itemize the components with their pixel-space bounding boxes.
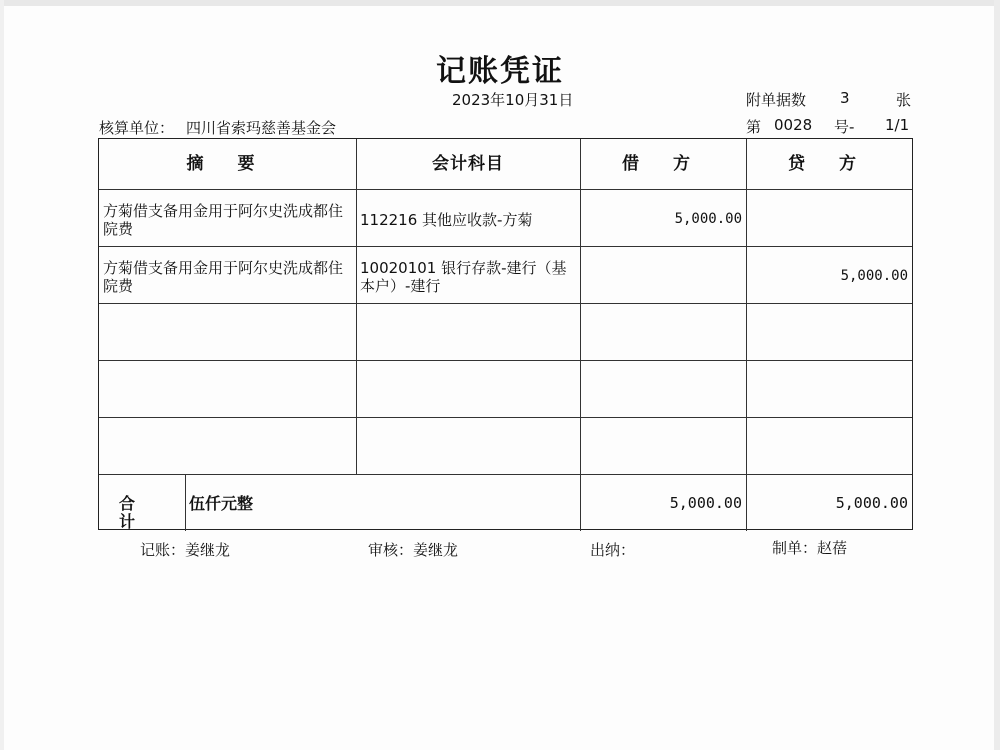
bookkeeper-signature xyxy=(140,539,230,560)
row-divider xyxy=(99,246,912,247)
row2-summary: 方菊借支备用金用于阿尔史洗成都住院费 xyxy=(103,259,344,295)
header-debit: 借 方 xyxy=(622,154,704,174)
preparer-signature xyxy=(772,537,847,558)
accounting-unit-name: 四川省索玛慈善基金会 xyxy=(186,119,337,137)
header-account: 会计科目 xyxy=(432,154,504,174)
row1-debit: 5,000.00 xyxy=(674,211,742,227)
scan-edge-top xyxy=(0,0,1000,6)
voucher-number-suffix: 号- xyxy=(834,118,855,136)
scan-edge-left xyxy=(0,0,4,750)
scan-edge-right xyxy=(994,0,1000,750)
row2-account: 10020101 银行存款-建行（基本户）-建行 xyxy=(360,259,567,295)
cashier-signature xyxy=(590,539,635,560)
preparer-label: 制单： xyxy=(772,539,818,557)
header-summary: 摘 要 xyxy=(186,154,269,174)
header-credit: 贷 方 xyxy=(788,154,870,174)
reviewer-name: 姜继龙 xyxy=(413,541,459,559)
row1-account: 112216 其他应收款-方菊 xyxy=(360,211,533,229)
voucher-date: 2023年10月31日 xyxy=(452,91,574,109)
voucher-title: 记账凭证 xyxy=(436,54,564,89)
row-divider xyxy=(99,417,912,418)
row2-credit: 5,000.00 xyxy=(840,268,908,284)
bookkeeper-name: 姜继龙 xyxy=(185,541,231,559)
row-divider xyxy=(99,474,912,475)
column-divider xyxy=(746,139,747,531)
total-label: 合 计 xyxy=(119,494,154,531)
column-divider xyxy=(356,139,357,474)
reviewer-label: 审核： xyxy=(368,541,414,559)
attachments-unit: 张 xyxy=(896,91,912,109)
attachments-count: 3 xyxy=(840,89,850,107)
row-divider xyxy=(99,360,912,361)
voucher-page-number: 1/1 xyxy=(885,116,910,134)
bookkeeper-label: 记账： xyxy=(140,541,186,559)
voucher-number: 0028 xyxy=(774,116,813,134)
preparer-name: 赵蓓 xyxy=(817,539,848,557)
voucher-number-prefix: 第 xyxy=(746,118,762,136)
reviewer-signature xyxy=(368,539,458,560)
accounting-unit-label: 核算单位： xyxy=(99,119,175,137)
row-divider xyxy=(99,303,912,304)
row-divider xyxy=(99,189,912,190)
voucher-table xyxy=(98,138,913,530)
total-credit: 5,000.00 xyxy=(835,494,908,512)
column-divider xyxy=(580,139,581,531)
total-debit: 5,000.00 xyxy=(669,494,742,512)
total-amount-words: 伍仟元整 xyxy=(189,494,254,513)
row1-summary: 方菊借支备用金用于阿尔史洗成都住院费 xyxy=(103,202,344,238)
attachments-label: 附单据数 xyxy=(746,91,807,109)
cashier-label: 出纳： xyxy=(590,541,636,559)
